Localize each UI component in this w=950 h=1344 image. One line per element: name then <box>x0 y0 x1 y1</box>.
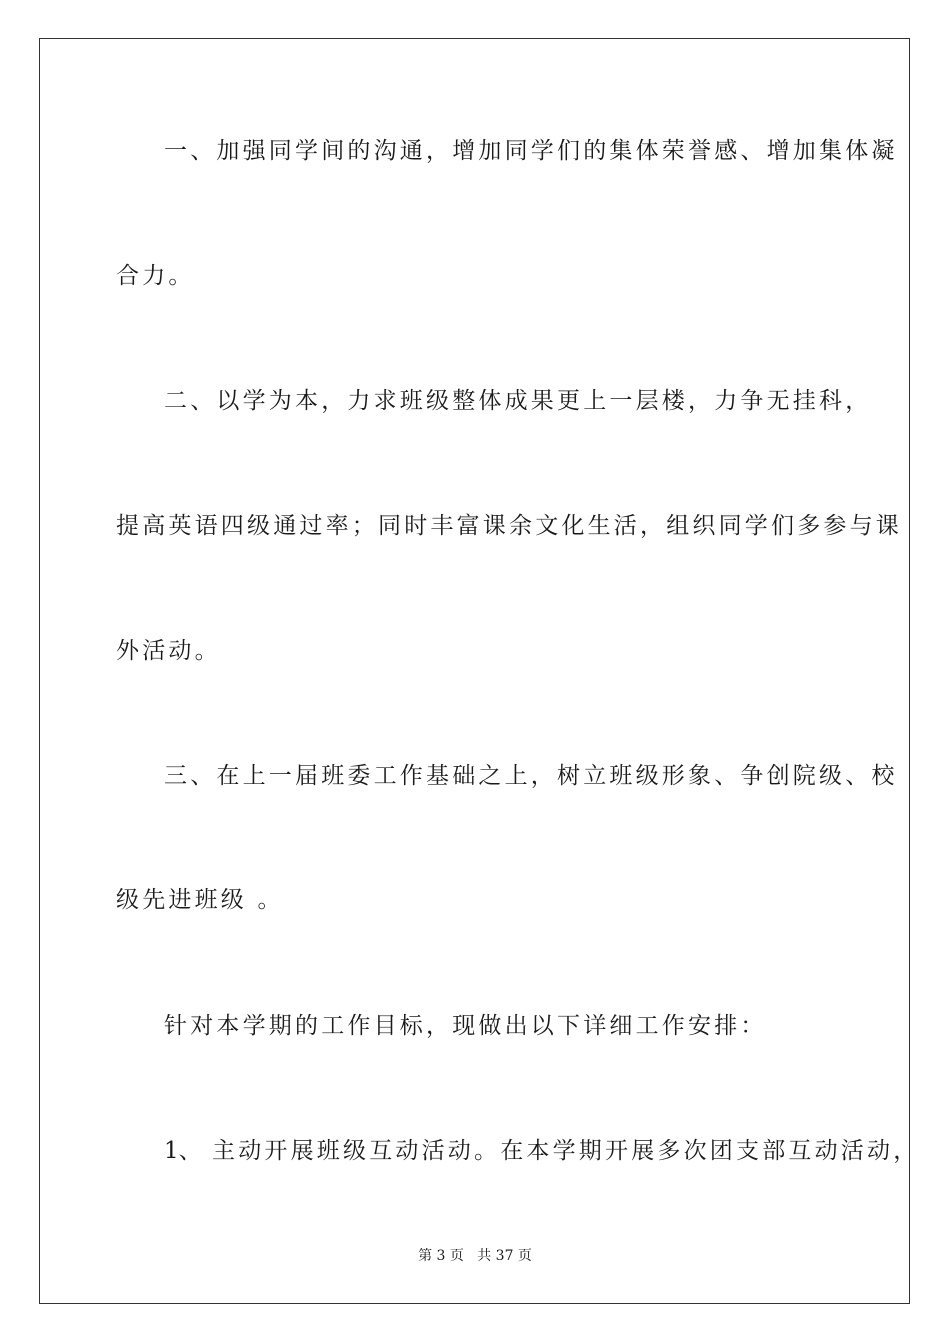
paragraph-line: 级先进班级 。 <box>116 887 284 913</box>
page-footer: 第 3 页 共 37 页 <box>418 1248 532 1264</box>
paragraph-line: 提高英语四级通过率；同时丰富课余文化生活，组织同学们多参与课 <box>116 513 902 539</box>
paragraph-line: 三、在上一届班委工作基础之上，树立班级形象、争创院级、校 <box>164 763 898 789</box>
paragraph-line: 合力。 <box>116 263 195 289</box>
paragraph-line: 外活动。 <box>116 638 221 664</box>
list-item <box>164 1136 920 1166</box>
paragraph-line: 一、加强同学间的沟通，增加同学们的集体荣誉感、增加集体凝 <box>164 138 898 164</box>
list-item-text: 主动开展班级互动活动。在本学期开展多次团支部互动活动， <box>212 1138 920 1164</box>
paragraph-line: 二、以学为本，力求班级整体成果更上一层楼，力争无挂科， <box>164 388 872 414</box>
list-item-number: 1、 <box>164 1138 202 1164</box>
page-border <box>39 38 910 1304</box>
paragraph-line: 针对本学期的工作目标，现做出以下详细工作安排： <box>164 1013 767 1039</box>
